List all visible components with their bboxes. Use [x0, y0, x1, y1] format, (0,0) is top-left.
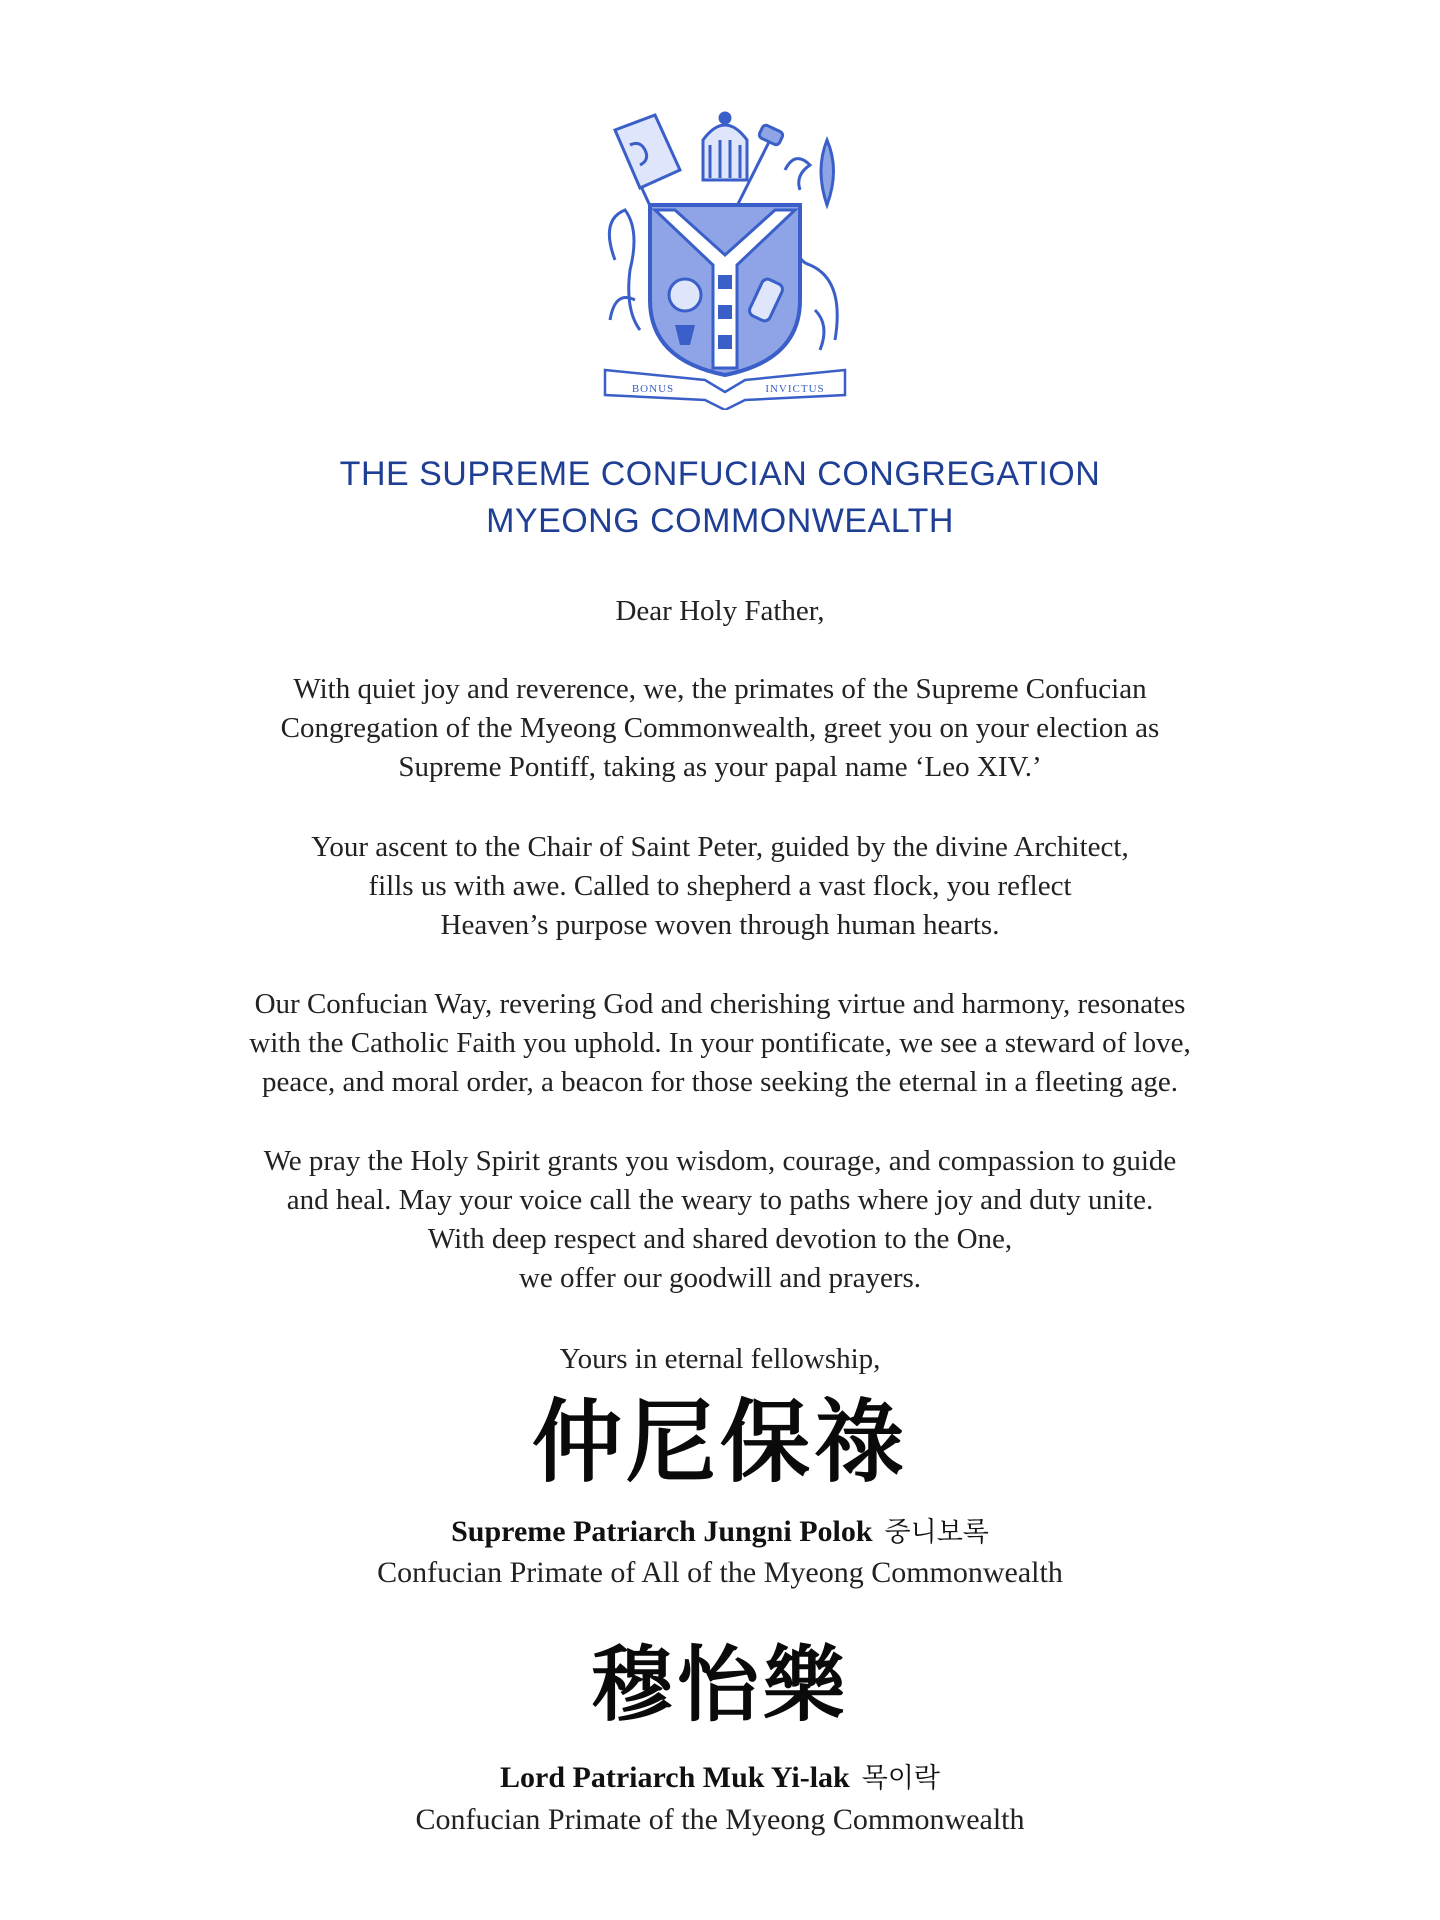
paragraph-line: Heaven’s purpose woven through human hearts. [440, 909, 1000, 941]
signatory-1-title: Confucian Primate of All of the Myeong Commonwealth [377, 1556, 1063, 1589]
signatory-2-name [0, 1758, 1440, 1799]
paragraph-line: Our Confucian Way, revering God and cherishing virtue and harmony, resonates [254, 988, 1186, 1020]
paragraph-line: Congregation of the Myeong Commonwealth, greet you on your election as [280, 712, 1160, 744]
paragraph-2 [150, 828, 1290, 945]
paragraph-line: With quiet joy and reverence, we, the primates of the Supreme Confucian [293, 673, 1147, 705]
paragraph-line: With deep respect and shared devotion to the One, [427, 1223, 1013, 1255]
coat-of-arms-icon [595, 110, 855, 410]
paragraph-line: We pray the Holy Spirit grants you wisdom, courage, and compassion to guide [263, 1145, 1177, 1177]
paragraph-3 [150, 985, 1290, 1102]
paragraph-1 [150, 670, 1290, 787]
svg-text:BONUS: BONUS [631, 383, 675, 395]
salutation: Dear Holy Father, [615, 595, 825, 627]
signatory-name: Lord Patriarch Muk Yi-lak [500, 1761, 850, 1794]
closing: Yours in eternal fellowship, [559, 1343, 881, 1375]
paragraph-line: fills us with awe. Called to shepherd a vast flock, you reflect [368, 870, 1072, 902]
organization-name: THE SUPREME CONFUCIAN CONGREGATION [339, 455, 1101, 493]
organization-subtitle: MYEONG COMMONWEALTH [486, 502, 954, 540]
signatory-1-name [0, 1512, 1440, 1553]
paragraph-line: with the Catholic Faith you uphold. In your pontificate, we see a steward of love, [249, 1027, 1191, 1059]
signatory-2-title: Confucian Primate of the Myeong Commonwealth [415, 1803, 1025, 1836]
signatory-korean-name: 중니보록 [884, 1517, 989, 1548]
paragraph-line: peace, and moral order, a beacon for those seeking the eternal in a fleeting age. [262, 1066, 1178, 1098]
paragraph-line: and heal. May your voice call the weary to paths where joy and duty unite. [286, 1184, 1154, 1216]
signatory-korean-name: 목이락 [861, 1763, 940, 1794]
svg-text:INVICTUS: INVICTUS [765, 383, 825, 395]
paragraph-line: we offer our goodwill and prayers. [518, 1262, 922, 1294]
signature-1: 仲尼保祿 [532, 1390, 908, 1495]
signatory-name: Supreme Patriarch Jungni Polok [451, 1515, 873, 1548]
paragraph-4 [150, 1142, 1290, 1298]
signature-2: 穆怡樂 [590, 1638, 849, 1733]
paragraph-line: Your ascent to the Chair of Saint Peter, guided by the divine Architect, [311, 831, 1129, 863]
paragraph-line: Supreme Pontiff, taking as your papal name ‘Leo XIV.’ [398, 751, 1042, 783]
